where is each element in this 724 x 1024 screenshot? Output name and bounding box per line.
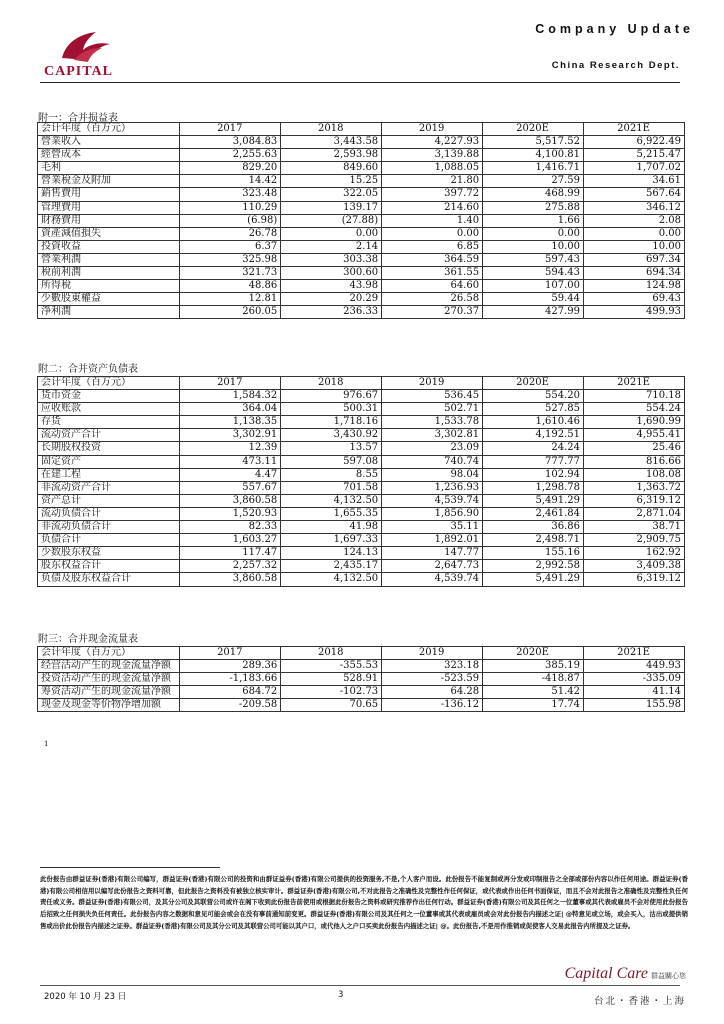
table-cell: 303.38 [281,253,382,266]
table-cell: 107.00 [483,280,584,293]
table-cell: 110.29 [180,201,281,214]
table-row [38,201,685,214]
table-cell: 5,517.52 [483,136,584,149]
table-cell: 59.44 [483,293,584,306]
table-cell: 4,955.41 [584,429,685,442]
table-cell: 557.67 [180,481,281,494]
table-cell: 48.86 [180,280,281,293]
row-label: 營業稅金及附加 [38,175,180,188]
table-cell: 1,416.71 [483,162,584,175]
table-cell: 21.80 [382,175,483,188]
table-cell: 499.93 [584,306,685,319]
row-label: 投資收益 [38,240,180,253]
table-cell: 597.43 [483,253,584,266]
table-cell: 26.78 [180,227,281,240]
table-cell: 1,298.78 [483,481,584,494]
table-cell: 1,236.93 [382,481,483,494]
table-cell: 43.98 [281,280,382,293]
table-cell: 849.60 [281,162,382,175]
row-label: 投资活动产生的现金流量净额 [38,673,180,686]
table-cell: 41.98 [281,521,382,534]
table-cell: 3,409.38 [584,560,685,573]
table-cell: 51.42 [483,686,584,699]
table-cell: 20.29 [281,293,382,306]
balance-title: 附二：合并资产负债表 [38,364,138,375]
table-cell: 260.05 [180,306,281,319]
table-cell: 3,443.58 [281,136,382,149]
table-cell: 502.71 [382,403,483,416]
table-cell: 323.18 [382,660,483,673]
column-header-year: 2019 [382,647,483,660]
header-title: Company Update [535,22,694,36]
table-cell: 2,593.98 [281,149,382,162]
table-cell: (6.98) [180,214,281,227]
table-cell: 12.39 [180,442,281,455]
table-cell: 1,892.01 [382,534,483,547]
table-cell: 25.46 [584,442,685,455]
column-header-year: 2017 [180,123,281,136]
row-label: 少數股東權益 [38,293,180,306]
column-header-year: 2018 [281,647,382,660]
table-cell: 124.13 [281,547,382,560]
table-cell: 701.58 [281,481,382,494]
row-label: 非流动负债合计 [38,521,180,534]
table-row [38,507,685,520]
table-cell: 397.72 [382,188,483,201]
report-date: 2020 年 10 月 23 日 [44,992,127,1002]
row-label: 股东权益合计 [38,560,180,573]
row-label: 负债及股东权益合计 [38,573,180,586]
table-cell: 2,992.58 [483,560,584,573]
table-cell: 5,215.47 [584,149,685,162]
row-label: 淨利潤 [38,306,180,319]
table-cell: 214.60 [382,201,483,214]
footer-divider [40,985,680,986]
table-cell: 449.93 [584,660,685,673]
table-cell: 323.48 [180,188,281,201]
table-cell: 4,132.50 [281,494,382,507]
table-row [38,306,685,319]
row-label: 负债合计 [38,534,180,547]
table-row [38,175,685,188]
row-label: 经营活动产生的现金流量净额 [38,660,180,673]
table-row [38,390,685,403]
table-header-row [38,647,685,660]
table-cell: 1,610.46 [483,416,584,429]
table-cell: 0.00 [584,227,685,240]
row-label: 非流动资产合计 [38,481,180,494]
row-label: 稅前利潤 [38,267,180,280]
table-cell: 527.85 [483,403,584,416]
table-cell: 4,539.74 [382,573,483,586]
table-row [38,534,685,547]
table-row [38,240,685,253]
table-cell: 1,584.32 [180,390,281,403]
row-label: 在建工程 [38,468,180,481]
column-header-label: 会计年度（百万元） [38,647,180,660]
column-header-year: 2021E [584,647,685,660]
table-cell: 1,533.78 [382,416,483,429]
table-cell: 1.66 [483,214,584,227]
row-label: 銷售費用 [38,188,180,201]
table-cell: 710.18 [584,390,685,403]
table-row [38,253,685,266]
table-cell: 6,319.12 [584,494,685,507]
cashflow-table [37,646,685,712]
table-row [38,699,685,712]
row-label: 流动负债合计 [38,507,180,520]
table-cell: 23.09 [382,442,483,455]
table-cell: 1,856.90 [382,507,483,520]
table-cell: 1,690.99 [584,416,685,429]
table-cell: -523.59 [382,673,483,686]
table-cell: 1.40 [382,214,483,227]
table-cell: 1,603.27 [180,534,281,547]
table-row [38,188,685,201]
table-cell: 322.05 [281,188,382,201]
row-label: 所得稅 [38,280,180,293]
table-cell: 1,088.05 [382,162,483,175]
capital-care-brand [565,965,686,983]
row-label: 營業利潤 [38,253,180,266]
table-row [38,660,685,673]
row-label: 存货 [38,416,180,429]
brand-name: Capital Care [564,965,648,982]
table-cell: 3,860.58 [180,494,281,507]
row-label: 毛利 [38,162,180,175]
row-label: 經營成本 [38,149,180,162]
table-cell: 289.36 [180,660,281,673]
table-cell: 0.00 [382,227,483,240]
disclaimer-text: 此份报告由群益证券(香港)有限公司编写，群益证券(香港)有限公司的投资和由群证益券(香港)有限公司提供的投资服务,不是,个人客户而设。此份报告不能复制或再分发或印制报告之全部或部份内容以作任何用途。群益证券(香港)有限公司相信用以编写此份报告之资料可靠，但此报告之资料没有被独立核实审计。群益证券(香港)有限公司,不对此报告之准确性及完整性作任何保证，或代表或作出任何书面保证，而且不会对此报告之准确性及完整性负任何责任或义务。群益证券(香港)有限公司，及其分公司及其联营公司或许在阁下收到此份报告前使用或根据此份报告之资料或研究推荐作出任何行动。群益证券(香港)有限公司及其任何之一位董事或其代表或雇员不会对使用此份报告后招致之任何损失负任何责任。此份报告内容之数据和意见可能会或会在没有事前通知前变更。群益证券(香港)有限公司及其任何之一位董事或其代表或雇员或会对此份报告内描述之证| @特意见或立场，或会买入，沽出或提供销售或出价此份报告内描述之证券。群益证券(香港)有限公司及其分公司及其联营公司可能以其户口，或代他人之户口买卖此份报告内描述之证| @。此份报告,不是用作推销或促使客人交易此报告内所提及之证券。 [40,875,688,930]
table-cell: 41.14 [584,686,685,699]
table-header-row [38,377,685,390]
column-header-label: 会计年度（百万元） [38,123,180,136]
table-cell: 10.00 [584,240,685,253]
table-cell: 36.86 [483,521,584,534]
table-cell: 554.20 [483,390,584,403]
table-cell: 2.14 [281,240,382,253]
table-cell: 27.59 [483,175,584,188]
table-row [38,227,685,240]
table-cell: (27.88) [281,214,382,227]
table-row [38,214,685,227]
table-cell: 14.42 [180,175,281,188]
office-cities: 台北・香港・上海 [593,996,686,1007]
table-cell: 124.98 [584,280,685,293]
table-cell: 536.45 [382,390,483,403]
table-cell: 102.94 [483,468,584,481]
table-cell: 321.73 [180,267,281,280]
table-row [38,686,685,699]
table-cell: 155.98 [584,699,685,712]
table-cell: 3,084.83 [180,136,281,149]
table-row [38,293,685,306]
table-cell: 468.99 [483,188,584,201]
table-cell: 597.08 [281,455,382,468]
row-label: 长期股权投资 [38,442,180,455]
table-cell: 361.55 [382,267,483,280]
table-cell: 38.71 [584,521,685,534]
table-cell: 3,302.81 [382,429,483,442]
table-cell: 35.11 [382,521,483,534]
table-cell: 1,520.93 [180,507,281,520]
table-cell: 108.08 [584,468,685,481]
header-dept: China Research Dept. [551,60,680,71]
table-cell: 829.20 [180,162,281,175]
income-title: 附一：合并损益表 [38,113,118,124]
table-cell: 300.60 [281,267,382,280]
row-label: 財務費用 [38,214,180,227]
table-cell: 364.04 [180,403,281,416]
table-cell: 3,302.91 [180,429,281,442]
page-number: 3 [338,990,344,1000]
table-row [38,547,685,560]
table-cell: 34.61 [584,175,685,188]
table-row [38,136,685,149]
table-cell: 13.57 [281,442,382,455]
table-row [38,573,685,586]
table-cell: 346.12 [584,201,685,214]
table-cell: 567.64 [584,188,685,201]
table-cell: 325.98 [180,253,281,266]
balance-table [37,376,685,587]
table-cell: -136.12 [382,699,483,712]
table-cell: 69.43 [584,293,685,306]
table-cell: 139.17 [281,201,382,214]
table-cell: 0.00 [483,227,584,240]
table-cell: 2,255.63 [180,149,281,162]
table-cell: -209.58 [180,699,281,712]
table-cell: 98.04 [382,468,483,481]
table-row [38,403,685,416]
table-cell: 2,461.84 [483,507,584,520]
table-cell: 15.25 [281,175,382,188]
table-row [38,267,685,280]
table-cell: 976.67 [281,390,382,403]
table-cell: 6.37 [180,240,281,253]
table-cell: 70.65 [281,699,382,712]
table-cell: 236.33 [281,306,382,319]
table-cell: 694.34 [584,267,685,280]
cashflow-title: 附三：合并现金流量表 [38,634,138,645]
table-cell: -102.73 [281,686,382,699]
column-header-year: 2021E [584,123,685,136]
table-cell: 1,363.72 [584,481,685,494]
table-row [38,468,685,481]
table-cell: 147.77 [382,547,483,560]
table-cell: 0.00 [281,227,382,240]
table-row [38,429,685,442]
table-cell: 6.85 [382,240,483,253]
footnote-mark: 1 [44,740,49,748]
table-cell: 64.60 [382,280,483,293]
table-cell: -1,183.66 [180,673,281,686]
table-cell: 5,491.29 [483,494,584,507]
table-cell: 275.88 [483,201,584,214]
table-cell: 500.31 [281,403,382,416]
table-cell: -418.87 [483,673,584,686]
row-label: 应收账款 [38,403,180,416]
table-cell: 816.66 [584,455,685,468]
column-header-year: 2017 [180,647,281,660]
table-row [38,149,685,162]
table-cell: 554.24 [584,403,685,416]
brand-slogan: 群益關心您 [651,972,686,980]
table-row [38,280,685,293]
table-cell: 594.43 [483,267,584,280]
row-label: 筹资活动产生的现金流量净额 [38,686,180,699]
table-row [38,560,685,573]
table-cell: 4,132.50 [281,573,382,586]
table-cell: 5,491.29 [483,573,584,586]
column-header-year: 2018 [281,377,382,390]
table-cell: 82.33 [180,521,281,534]
table-cell: 2.08 [584,214,685,227]
row-label: 管理費用 [38,201,180,214]
table-cell: 2,498.71 [483,534,584,547]
table-cell: 1,707.02 [584,162,685,175]
table-cell: 3,139.88 [382,149,483,162]
table-row [38,416,685,429]
table-cell: 740.74 [382,455,483,468]
column-header-year: 2020E [483,123,584,136]
table-cell: 64.28 [382,686,483,699]
table-cell: -335.09 [584,673,685,686]
table-cell: 1,138.35 [180,416,281,429]
row-label: 固定资产 [38,455,180,468]
table-cell: 4,192.51 [483,429,584,442]
row-label: 现金及现金等价物净增加额 [38,699,180,712]
table-row [38,481,685,494]
table-cell: 1,655.35 [281,507,382,520]
table-row [38,455,685,468]
column-header-year: 2019 [382,377,483,390]
table-cell: 473.11 [180,455,281,468]
table-cell: 8.55 [281,468,382,481]
table-cell: 10.00 [483,240,584,253]
table-cell: 270.37 [382,306,483,319]
table-cell: 3,860.58 [180,573,281,586]
table-cell: 697.34 [584,253,685,266]
table-cell: 1,718.16 [281,416,382,429]
table-cell: 6,922.49 [584,136,685,149]
table-row [38,521,685,534]
table-row [38,494,685,507]
row-label: 少数股东权益 [38,547,180,560]
table-cell: 2,435.17 [281,560,382,573]
table-cell: 17.74 [483,699,584,712]
table-cell: 2,647.73 [382,560,483,573]
table-cell: 3,430.92 [281,429,382,442]
table-cell: 6,319.12 [584,573,685,586]
column-header-year: 2021E [584,377,685,390]
logo-text: CAPITAL [44,64,113,79]
table-cell: 385.19 [483,660,584,673]
table-row [38,442,685,455]
table-cell: 155.16 [483,547,584,560]
table-cell: 12.81 [180,293,281,306]
table-cell: 2,257.32 [180,560,281,573]
row-label: 货币资金 [38,390,180,403]
table-cell: 777.77 [483,455,584,468]
table-cell: 4,100.81 [483,149,584,162]
table-header-row [38,123,685,136]
column-header-year: 2020E [483,647,584,660]
table-cell: 26.58 [382,293,483,306]
column-header-label: 会计年度（百万元） [38,377,180,390]
column-header-year: 2020E [483,377,584,390]
table-row [38,162,685,175]
table-cell: 1,697.33 [281,534,382,547]
column-header-year: 2018 [281,123,382,136]
table-cell: 117.47 [180,547,281,560]
column-header-year: 2017 [180,377,281,390]
table-cell: 4,539.74 [382,494,483,507]
table-cell: 24.24 [483,442,584,455]
table-cell: 364.59 [382,253,483,266]
table-row [38,673,685,686]
row-label: 流动资产合计 [38,429,180,442]
table-cell: -355.53 [281,660,382,673]
table-cell: 427.99 [483,306,584,319]
table-cell: 684.72 [180,686,281,699]
table-cell: 2,871.04 [584,507,685,520]
income-table [37,122,685,319]
table-cell: 4,227.93 [382,136,483,149]
row-label: 资产总计 [38,494,180,507]
table-cell: 162.92 [584,547,685,560]
table-cell: 2,909.75 [584,534,685,547]
column-header-year: 2019 [382,123,483,136]
row-label: 營業收入 [38,136,180,149]
header-divider [40,82,680,83]
table-cell: 528.91 [281,673,382,686]
table-cell: 4.47 [180,468,281,481]
row-label: 資產減值損失 [38,227,180,240]
footnote-divider [40,867,220,868]
